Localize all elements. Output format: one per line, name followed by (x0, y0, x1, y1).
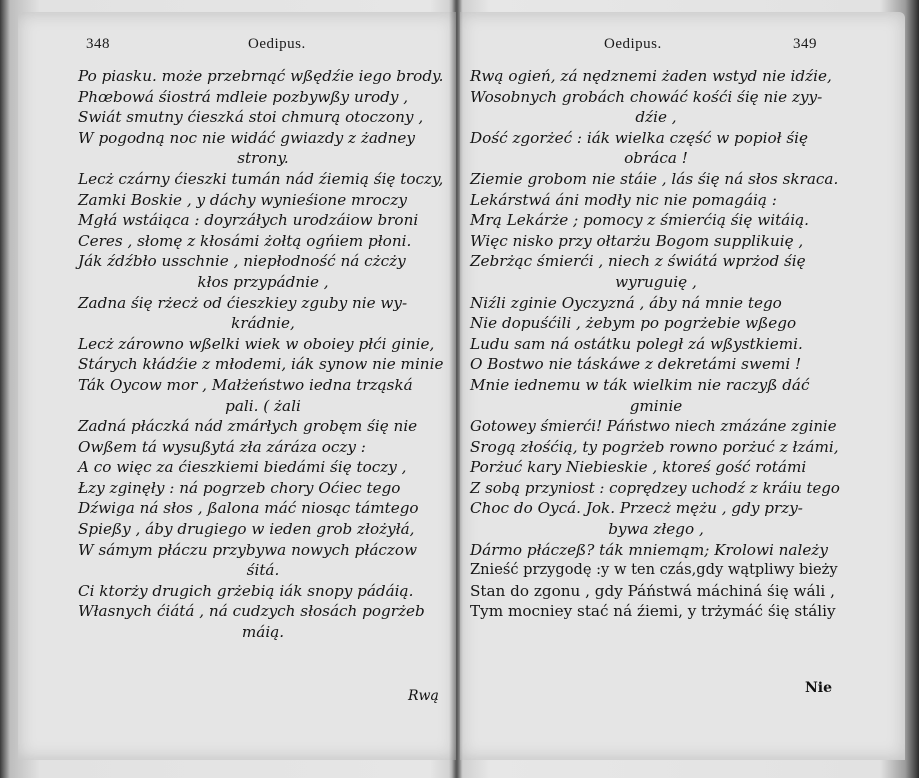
verse-line: Mnie iednemu w ták wielkim nie raczyß dáć (470, 375, 810, 394)
verse-line: A co więc za ćieszkiemi biedámi śię toczy , (78, 458, 407, 477)
verse-line: máią. (241, 623, 285, 642)
verse-line: Łzy zginęły : ná pogrzeb chory Oćiec tego (78, 478, 401, 497)
verse-line: Gotowey śmierći! Páństwo niech zmázáne zginie (470, 417, 837, 436)
left-running-title: Oedipus. (248, 36, 306, 52)
verse-line: Mrą Lekárże ; pomocy z śmierćią śię witáią. (470, 211, 809, 230)
right-running-title: Oedipus. (604, 36, 662, 52)
verse-line: Zadná płáczká nád zmárłych grobęm śię nie (78, 417, 418, 436)
verse-line: Dość zgorżeć : iák wielka część w popioł śię (470, 128, 809, 147)
verse-line: Zebrżąc śmierći , niech z świátá wprżod śię (470, 252, 806, 271)
right-text-block (470, 66, 842, 622)
verse-line: Lecż zárowno wßelki wiek w oboiey płći ginie, (78, 334, 435, 353)
verse-line: Ceres , słomę z kłosámi żołtą ogńiem płoni. (78, 231, 412, 250)
verse-line: Zadna śię rżecż od ćieszkiey zguby nie wy- (78, 293, 408, 312)
verse-line: W pogodną noc nie widáć gwiazdy z żadney (78, 128, 415, 147)
verse-line: Swiát smutny ćieszká stoi chmurą otoczony , (78, 108, 424, 127)
right-page-number: 349 (793, 36, 817, 52)
verse-line: W sámym płáczu przybywa nowych płáczow (78, 540, 418, 559)
verse-line: dźie , (635, 108, 677, 127)
verse-line: krádnie, (231, 314, 295, 333)
verse-line: Choc do Oycá. Jok. Przecż mężu , gdy przy- (470, 499, 803, 518)
verse-line: Po piasku. może przebrnąć wßędźie iego brody. (78, 67, 444, 85)
verse-line: wyruguię , (615, 272, 697, 291)
verse-line: Dármo płáczeß? ták mniemąm; Krolowi należy (470, 540, 828, 559)
verse-line: Zamki Boskie , y dáchy wynieśione mroczy (78, 190, 407, 209)
gutter-shadow (449, 0, 463, 778)
verse-line: Niźli zginie Oyczyzná , áby ná mnie tego (470, 293, 782, 312)
verse-line: O Bostwo nie táskáwe z dekretámi swemi ! (470, 355, 802, 374)
verse-line: Mgłá wstáiąca : doyrzáłych urodzáiow broni (78, 211, 419, 230)
left-page-number: 348 (86, 36, 110, 52)
verse-line: Wosobnych grobách chowáć kośći śię nie zyy- (470, 87, 823, 106)
verse-line: Dźwiga ná słos , ßalona máć niosąc támtego (78, 499, 419, 518)
verse-line: Ziemie grobom nie stáie , lás śię ná słos skraca. (470, 169, 839, 188)
verse-line: bywa złego , (608, 520, 704, 539)
verse-line: Lekárstwá áni modły nic nie pomagáią : (470, 190, 777, 209)
right-catchword: Nie (805, 680, 833, 696)
verse-line: Tym mocniey stać ná źiemi, y trżymáć śię stáliy (470, 602, 836, 621)
verse-line: gminie (629, 396, 683, 415)
verse-line: strony. (237, 149, 289, 168)
verse-line: Srogą złośćią, ty pogrżeb rowno porżuć z łzámi, (470, 437, 839, 456)
verse-line: śitá. (246, 561, 280, 580)
verse-line: Ták Oycow mor , Małżeństwo iedna trząská (78, 375, 413, 394)
verse-line: Z sobą przyniost : coprędzey uchodź z kráiu tego (470, 478, 840, 497)
verse-line: Znieść przygodę :y w ten czás,gdy wątpliwy bieży (470, 561, 838, 579)
verse-line: Ludu sam ná ostátku poległ zá wßystkiemi. (470, 334, 803, 353)
verse-line: pali. ( żali (225, 396, 301, 415)
verse-line: kłos przypádnie , (197, 272, 329, 291)
verse-line: obráca ! (624, 149, 688, 168)
verse-line: Phœbowá śiostrá mdleie pozbywßy urody , (78, 87, 409, 106)
verse-line: Rwą ogień, zá nędznemi żaden wstyd nie idźie, (470, 67, 832, 85)
verse-line: Porżuć kary Niebieskie , ktoreś gość rotámi (470, 458, 807, 477)
verse-line: Więc nisko przy ołtarżu Bogom supplikuię , (470, 231, 804, 250)
verse-line: Nie dopuśćili , żebym po pogrżebie wßego (470, 314, 797, 333)
verse-line: Stárych kłádźie z młodemi, iák synow nie minie (78, 355, 444, 374)
verse-line: Spießy , áby drugiego w ieden grob złożyłá, (78, 520, 415, 539)
left-text-block (78, 66, 448, 643)
verse-line: Ci ktorży drugich grżebią iák snopy pádáią. (78, 581, 414, 600)
verse-line: Owßem tá wysußytá zła záráza oczy : (78, 437, 366, 456)
left-catchword: Rwą (408, 688, 439, 704)
verse-line: Lecż czárny ćieszki tumán nád źiemią śię toczy, (78, 169, 444, 188)
verse-line: Ják źdźbło usschnie , niepłodność ná cżcży (78, 252, 406, 271)
verse-line: Stan do zgonu , gdy Páństwá máchiná śię wáli , (470, 581, 835, 600)
verse-line: Własnych ćiátá , ná cudzych słosách pogrżeb (78, 602, 425, 621)
